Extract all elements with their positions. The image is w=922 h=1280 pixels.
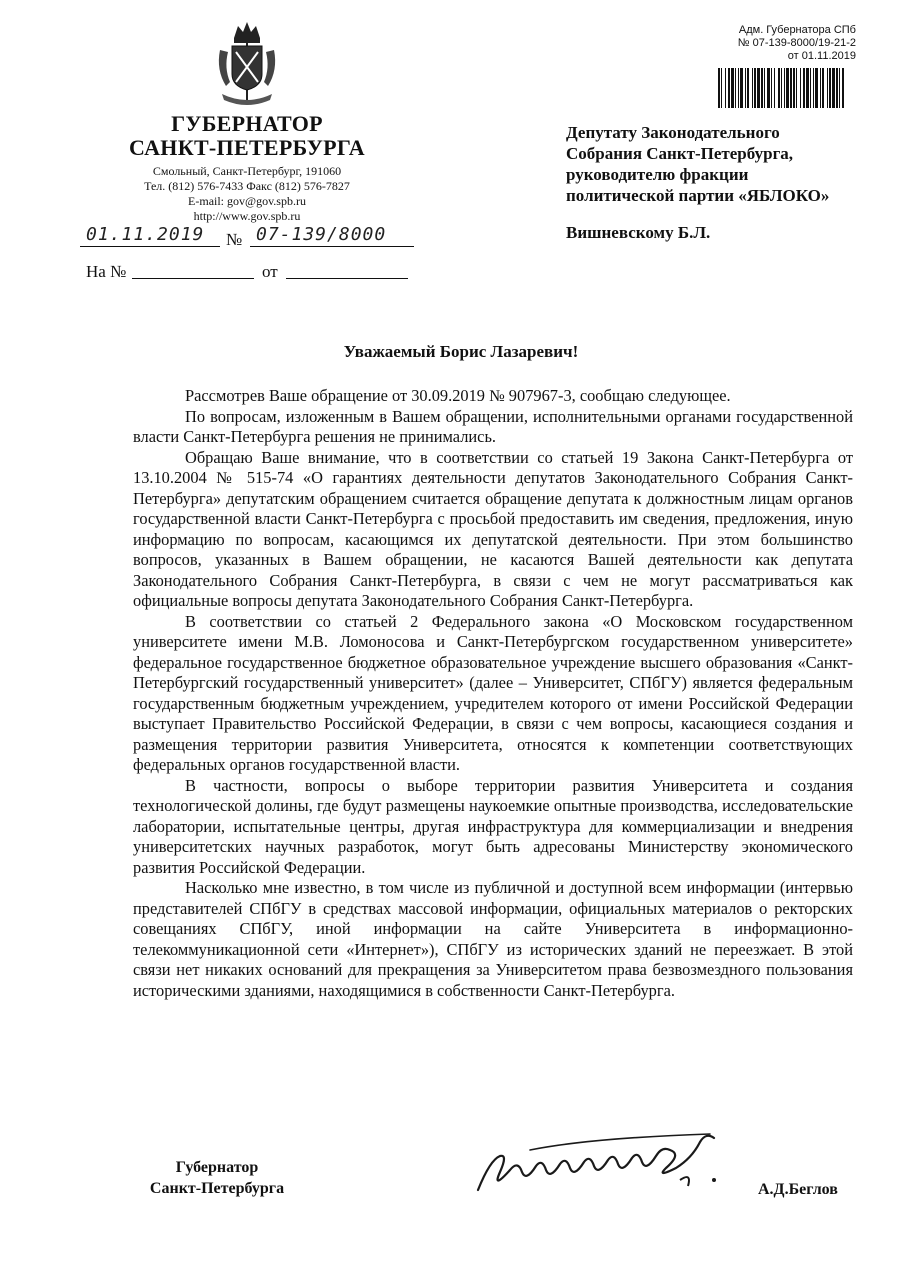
barcode-bar bbox=[793, 68, 795, 108]
barcode-bar bbox=[735, 68, 736, 108]
reply-from-label: от bbox=[262, 262, 278, 281]
org-title-line1: ГУБЕРНАТОР bbox=[171, 111, 323, 136]
paragraph-6: Насколько мне известно, в том числе из публичной и доступной всем информации (интервью представителей СПбГУ в средствах массовой информации, официальных материалов о ректорских совещаниях СПбГУ, иной информации на сайте Университета в информационно-телекоммуникационной сети «Интернет»), СПбГУ из исторических зданий не переезжает. В этой связи нет никаких оснований для прекращения за Университетом права безвозмездного пользования историческими зданиями, находящимися в собственности Санкт-Петербурга. bbox=[133, 878, 853, 1000]
barcode-bar bbox=[786, 68, 789, 108]
paragraph-4: В соответствии со статьей 2 Федерального закона «О Московском государственном университете имени М.В. Ломоносова и Санкт-Петербургском государственном университете» федеральное государственное бюджетное образовательное учреждение высшего образования «Санкт-Петербургский государственный университет» (далее – Университет, СПбГУ) является федеральным государственным бюджетным учреждением, учредителем которого от имени Российской Федерации выступает Правительство Российской Федерации, в связи с чем вопросы, касающиеся создания и размещения территории развития Университета, относятся к компетенции соответствующих федеральных органов государственной власти. bbox=[133, 611, 853, 774]
barcode-bar bbox=[822, 68, 824, 108]
greeting: Уважаемый Борис Лазаревич! bbox=[343, 342, 579, 361]
barcode-bar bbox=[764, 68, 765, 108]
barcode-bar bbox=[740, 68, 743, 108]
org-phone: Тел. (812) 576-7433 Факс (812) 576-7827 bbox=[144, 179, 350, 193]
barcode-bar bbox=[784, 68, 785, 108]
paragraph-1: Рассмотрев Ваше обращение от 30.09.2019 № 907967-3, сообщаю следующее. bbox=[185, 386, 731, 405]
number-label: № bbox=[226, 230, 243, 249]
barcode-bar bbox=[752, 68, 753, 108]
barcode-bar bbox=[829, 68, 831, 108]
org-address: Смольный, Санкт-Петербург, 191060 bbox=[152, 164, 342, 178]
barcode-bar bbox=[790, 68, 792, 108]
barcode-bar bbox=[803, 68, 805, 108]
barcode-bar bbox=[781, 68, 782, 108]
barcode-bar bbox=[718, 68, 720, 108]
number-underline bbox=[250, 246, 414, 247]
addressee-line1: Депутату Законодательного bbox=[566, 123, 780, 142]
reply-number-line bbox=[132, 278, 254, 279]
barcode-bar bbox=[806, 68, 809, 108]
barcode-bar bbox=[725, 68, 726, 108]
stamp-line1: Адм. Губернатора СПб bbox=[738, 24, 856, 36]
org-title-line2: САНКТ-ПЕТЕРБУРГА bbox=[129, 135, 365, 160]
barcode-bar bbox=[721, 68, 722, 108]
stamp-line2: № 07-139-8000/19-21-2 bbox=[737, 37, 856, 49]
barcode-bar bbox=[767, 68, 770, 108]
barcode bbox=[718, 68, 844, 108]
addressee-line4: политической партии «ЯБЛОКО» bbox=[566, 186, 830, 205]
handwritten-number: 07-139/8000 bbox=[256, 224, 387, 245]
barcode-bar bbox=[820, 68, 821, 108]
barcode-bar bbox=[728, 68, 730, 108]
signatory-title-line1: Губернатор bbox=[175, 1159, 259, 1176]
addressee-line3: руководителю фракции bbox=[566, 165, 749, 184]
stamp-line3: от 01.11.2019 bbox=[787, 50, 856, 62]
handwritten-date: 01.11.2019 bbox=[86, 224, 205, 245]
barcode-bar bbox=[754, 68, 756, 108]
barcode-bar bbox=[757, 68, 760, 108]
letter-body bbox=[133, 386, 853, 1001]
barcode-bar bbox=[771, 68, 772, 108]
handwritten-signature bbox=[470, 1120, 750, 1200]
barcode-bar bbox=[778, 68, 780, 108]
barcode-bar bbox=[738, 68, 739, 108]
barcode-bar bbox=[774, 68, 775, 108]
barcode-bar bbox=[832, 68, 835, 108]
coat-of-arms-emblem bbox=[212, 20, 282, 112]
barcode-bar bbox=[800, 68, 801, 108]
org-website: http://www.gov.spb.ru bbox=[193, 209, 301, 223]
barcode-bar bbox=[815, 68, 818, 108]
date-underline bbox=[80, 246, 220, 247]
paragraph-3: Обращаю Ваше внимание, что в соответствии со статьей 19 Закона Санкт-Петербурга от 13.10.2004 № 515-74 «О гарантиях деятельности депутатов Законодательного Собрания Санкт-Петербурга» депутатским обращением считается обращение депутата к должностным лицам органов государственной власти Санкт-Петербурга с просьбой предоставить им сведения, предложения, иную информацию по вопросам, касающимся их депутатской деятельности. При этом большинство вопросов, указанных в Вашем обращении, не касаются Вашей деятельности как депутата Законодательного Собрания Санкт-Петербурга, в связи с чем не могут рассматриваться как официальные вопросы депутата Законодательного Собрания Санкт-Петербурга. bbox=[133, 447, 853, 610]
barcode-bar bbox=[796, 68, 797, 108]
barcode-bar bbox=[731, 68, 734, 108]
addressee-name: Вишневскому Б.Л. bbox=[566, 223, 711, 242]
barcode-bar bbox=[747, 68, 749, 108]
barcode-bar bbox=[810, 68, 811, 108]
barcode-bar bbox=[813, 68, 814, 108]
signatory-title-line2: Санкт-Петербурга bbox=[149, 1180, 285, 1197]
incoming-stamp bbox=[706, 24, 856, 63]
barcode-bar bbox=[827, 68, 828, 108]
reply-number-label: На № bbox=[86, 262, 127, 281]
paragraph-5: В частности, вопросы о выборе территории развития Университета и создания технологической долины, где будут размещены наукоемкие опытные производства, исследовательские лаборатории, испытательные центры, другая инфраструктура для коммерциализации и внедрения университетских научных разработок, могут быть адресованы Министерству экономического развития Российской Федерации. bbox=[133, 775, 853, 877]
org-email: E-mail: gov@gov.spb.ru bbox=[188, 194, 306, 208]
barcode-bar bbox=[745, 68, 746, 108]
paragraph-2: По вопросам, изложенным в Вашем обращении, исполнительными органами государственной власти Санкт-Петербурга решения не принимались. bbox=[133, 406, 853, 446]
addressee-line2: Собрания Санкт-Петербурга, bbox=[566, 144, 794, 163]
barcode-bar bbox=[839, 68, 840, 108]
barcode-bar bbox=[842, 68, 844, 108]
signatory-name: А.Д.Беглов bbox=[758, 1181, 838, 1198]
barcode-bar bbox=[836, 68, 838, 108]
reply-from-line bbox=[286, 278, 408, 279]
barcode-bar bbox=[761, 68, 763, 108]
